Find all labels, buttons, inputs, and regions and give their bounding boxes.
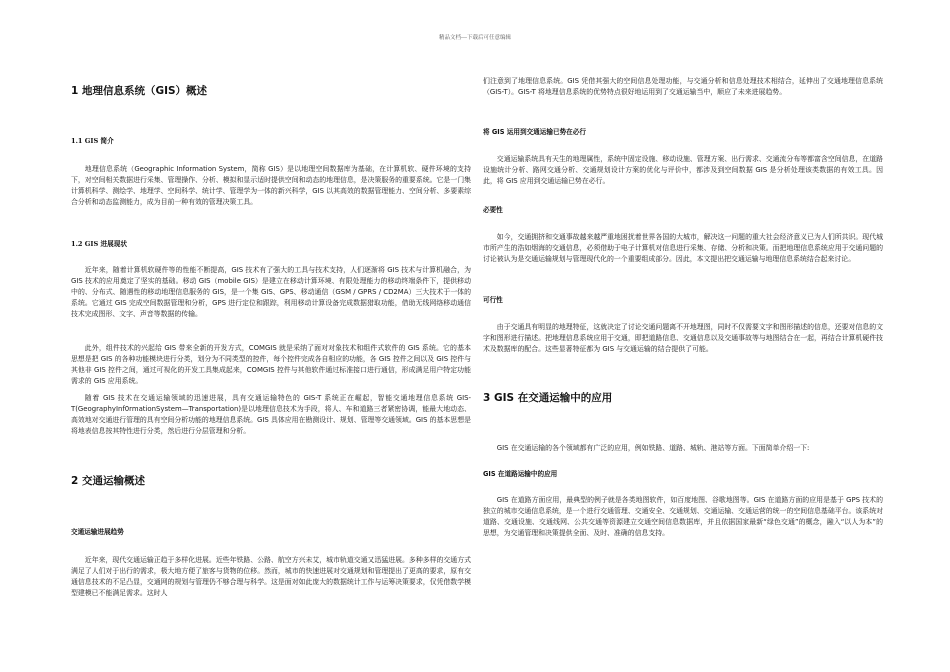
subsection-heading-necessity: 必要性 [483, 206, 503, 214]
subsection-heading-gis-status: 1.2 GIS 进展现状 [71, 240, 127, 248]
section-heading-gis-in-transport: 3 GIS 在交通运输中的应用 [483, 392, 613, 404]
paragraph-continued: 们注意到了地理信息系统。GIS 凭借其强大的空间信息处理功能，与交通分析和信息处理技术相结合，延伸出了交通地理信息系统（GIS-T）。GIS-T 将地理信息系统的优势特点很好地运用到了交通运输当中，顺应了未来进展趋势。 [483, 77, 883, 97]
paragraph-gis-intro: 地理信息系统（Geographic Information System，简称 GIS）是以地理空间数据库为基础，在计算机软、硬件环境的支持下，对空间相关数据进行采集、管理操作、分析、模拟和显示适时提供空间和动态的地理信息，是决策服务的重要系统。它是一门集计算机科学、测绘学、地理学、空间科学、统计学、管理学为一体的新兴科学，GIS 以其高效的数据管理能力、空间分析、多要素综合分析和动态监测能力，成为目前一种有效的管理决策工具。 [71, 165, 471, 207]
paragraph-feasibility: 由于交通具有明显的地理特征，这就决定了讨论交通问题离不开地理图，同时不仅需要文字和图形描述的信息，还要对信息的文字和图形进行描述。把地理信息系统应用于交通，即把道路信息、交通信息以及交通事故等与地图结合在一起，再结合计算机硬件技术及数据库的配合。这些显著特征都为 GIS 与交通运输的结合提供了可能。 [483, 323, 883, 354]
paragraph-gis-status-3: 随着 GIS 技术在交通运输领域的迅速进展，具有交通运输特色的 GIS-T 系统正在崛起，智能交通地理信息系统 GIS-T(GeographyInf0rmationSystem—Transportation)是以地理信息技术为手段，将人、车和道路三者紧密协调，能最大地动态、高效地对交通进行管理的具有空间分析功能的地理信息系统。GIS 具体应用在勘测设计、规划、管理等交通领域。GIS 的基本思想是将地表信息按其特性进行分类，然后进行分层管理和分析。 [71, 394, 471, 436]
subsection-heading-road-transport: GIS 在道路运输中的应用 [483, 470, 558, 478]
subsection-heading-feasibility: 可行性 [483, 296, 503, 304]
subsection-heading-gis-intro: 1.1 GIS 简介 [71, 137, 114, 145]
paragraph-necessity: 如今，交通拥挤和交通事故越来越严重地困扰着世界各国的大城市，解决这一问题的重大社会经济意义已为人们所共识。现代城市所产生的浩如烟海的交通信息，必须借助于电子计算机对信息进行采集、存储、分析和决策。而把地理信息系统应用于交通问题的讨论被认为是交通运输规划与管理现代化的一个重要组成部分。因此，本文提出把交通运输与地理信息系统结合起来讨论。 [483, 233, 883, 264]
paragraph-must: 交通运输系统具有天生的地理属性，系统中固定设施、移动设施、管理方案、出行需求、交通流分布等都富含空间信息，在道路设施统计分析、路网交通分析、交通规划设计方案的优化与评价中，都涉及到空间数据 GIS 是分析处理该类数据的有效工具。因此，将 GIS 应用到交通运输已势在必行。 [483, 155, 883, 186]
section-heading-transport-overview: 2 交通运输概述 [71, 475, 145, 487]
paragraph-gis-status-2: 此外，组件技术的兴起给 GIS 带来全新的开发方式，COMGIS 就是采纳了面对对象技术和组件式软件的 GIS 系统。它的基本思想是把 GIS 的各种功能模块进行分类，划分为不同类型的控件，每个控件完成各自相应的功能，各 GIS 控件之间以及 GIS 控件与其他非 GIS 控件之间，通过可视化的开发工具集成起来，COMGIS 控件与其他软件通过标准接口进行通信，形成满足用户特定功能需求的 GIS 应用系统。 [71, 344, 471, 386]
subsection-heading-transport-trend: 交通运输进展趋势 [71, 528, 124, 536]
paragraph-road-transport: GIS 在道路方面应用，最典型的例子就是各类地图软件，如百度地图、谷歌地图等。GIS 在道路方面的应用是基于 GPS 技术的独立的城市交通信息系统，是一个进行交通管理、交通安全、交通规划、交通运输、交通运营的统一的空间信息基础平台。该系统对道路、交通设施、交通线网、公共交通等资源建立交通空间信息数据库，并且依据国家最新“绿色交通”的概念，融入“以人为本”的思想，为交通管理和决策提供全面、及时、准确的信息支持。 [483, 496, 883, 538]
section-heading-gis-overview: 1 地理信息系统（GIS）概述 [71, 85, 208, 97]
paragraph-gis-status-1: 近年来，随着计算机软硬件等的性能不断提高，GIS 技术有了强大的工具与技术支持，人们逐渐将 GIS 技术与计算机融合，为 GIS 技术的应用奠定了坚实的基础。移动 GIS（mobile GIS）是建立在移动计算环境、有限处理能力的移动终端条件下，提供移动中的、分布式、随遇性的移动地理信息服务的 GIS，是一个集 GIS、GPS、移动通信（GSM / GPRS / CD2MA）三大技术于一体的系统。它通过 GIS 完成空间数据管理和分析，GPS 进行定位和跟踪，利用移动计算设备完成数据猎取功能，借助无线网络移动通信技术完成图形、文字、声音等数据的传输。 [71, 266, 471, 319]
paragraph-transport-trend: 近年来，现代交通运输正趋于多样化进展。近些年铁路、公路、航空方兴未艾，城市轨道交通又迅猛进展。多种多样的交通方式满足了人们对于出行的需求，极大地方便了旅客与货物的位移。然而，城市的快速进展对交通规划和管理提出了更高的要求，原有交通信息技术的不足凸显，交通网的规划与管理仍不够合理与科学。这是面对如此庞大的数据统计工作与运筹决策要求，仅凭借数学模型建模已不能满足需求。这时人 [71, 556, 471, 598]
page-header: 精品文档---下载后可任意编辑 [439, 35, 511, 41]
paragraph-applications: GIS 在交通运输的各个领域都有广泛的应用，例如铁路、道路、城轨、港站等方面。下面简单介绍一下: [496, 444, 810, 452]
subsection-heading-must: 将 GIS 运用到交通运输已势在必行 [483, 128, 586, 136]
